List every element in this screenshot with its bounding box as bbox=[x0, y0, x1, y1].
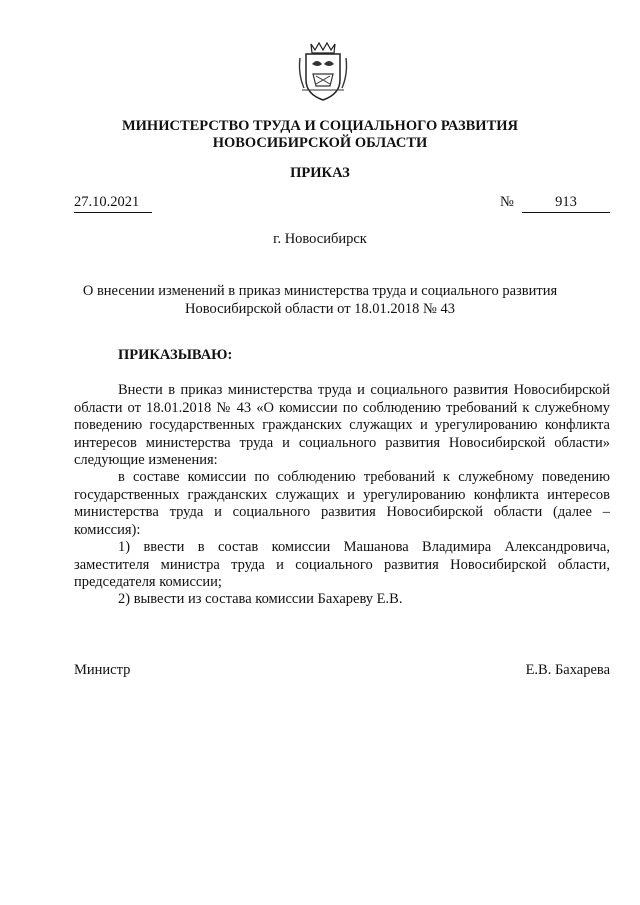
ministry-name-line1: МИНИСТЕРСТВО ТРУДА И СОЦИАЛЬНОГО РАЗВИТИЯ bbox=[121, 118, 519, 134]
coat-of-arms-icon bbox=[296, 40, 350, 104]
order-number: 913 bbox=[522, 194, 610, 213]
signer-name: Е.В. Бахарева bbox=[525, 662, 610, 678]
order-directive-word: ПРИКАЗЫВАЮ: bbox=[118, 347, 233, 363]
body-paragraph-4: 2) вывести из состава комиссии Бахареву Е.В. bbox=[118, 591, 403, 607]
ministry-name-line2: НОВОСИБИРСКОЙ ОБЛАСТИ bbox=[212, 135, 428, 151]
order-subject: О внесении изменений в приказ министерства труда и социального развития Новосибирской области от 18.01.2018 № 43 bbox=[82, 283, 558, 317]
city-name: г. Новосибирск bbox=[273, 231, 367, 247]
body-paragraph-2: в составе комиссии по соблюдению требований к служебному поведению государственных гражданских служащих и урегулированию конфликта интересов министерства труда и социального развития Новосибирской области (далее – комиссия): bbox=[74, 469, 610, 538]
number-sign: № bbox=[500, 194, 514, 210]
order-date: 27.10.2021 bbox=[74, 194, 152, 213]
body-paragraph-1: Внести в приказ министерства труда и социального развития Новосибирской области от 18.01.2018 № 43 «О комиссии по соблюдению требований к служебному поведению государственных гражданских служащих и урегулированию конфликта интересов министерства труда и социального развития Новосибирской области» следующие изменения: bbox=[74, 382, 610, 468]
signer-position: Министр bbox=[74, 662, 131, 678]
body-paragraph-3: 1) ввести в состав комиссии Машанова Владимира Александровича, заместителя министра труда и социального развития Новосибирской области, председателя комиссии; bbox=[74, 539, 610, 590]
document-type-title: ПРИКАЗ bbox=[290, 165, 350, 181]
